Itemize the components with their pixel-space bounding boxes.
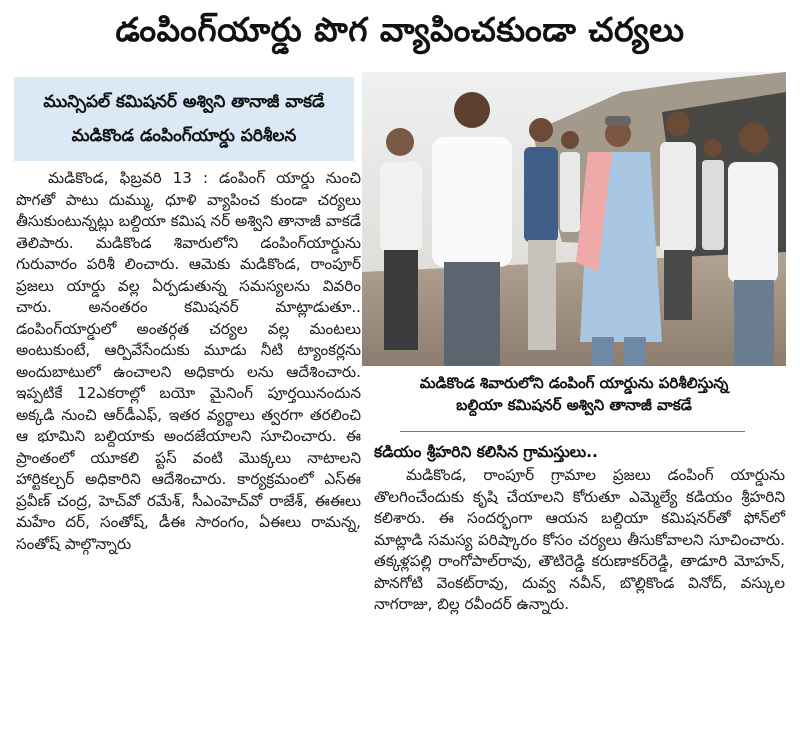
headline: డంపింగ్‌యార్డు పొగ వ్యాపించకుండా చర్యలు: [115, 9, 685, 49]
subheadline-line-1: మున్సిపల్ కమిషనర్ అశ్విని తానాజీ వాకడే: [43, 92, 325, 112]
caption-divider: [400, 431, 745, 432]
photo-caption: [362, 372, 786, 416]
article-body-right: మడికొండ, రాంపూర్ గ్రామాల ప్రజలు డంపింగ్ యార్డును తొలగించేందుకు కృషి చేయాలని కోరుతూ ఎమ్మెల్యే కడియం శ్రీహరిని కలిశారు. ఈ సందర్భంగా ఆయన బల్దియా కమిషనర్‌తో ఫోన్‌లో మాట్లాడి సమస్య పరిష్కారం కోసం చర్యలు తీసుకోవాలని సూచించారు. తక్కళ్లపల్లి రాంగోపాల్‌రావు, తౌటిరెడ్డి కరుణాకర్‌రెడ్డి, తాడూరి మోహన్, పొనగోటి వెంకట్‌రావు, దువ్వ నవీన్, బొల్లికొండ వినోద్, వస్కుల నాగరాజు, బిల్ల రవీందర్ ఉన్నారు.: [374, 466, 785, 613]
article-left-column: [16, 168, 361, 555]
article-right-column: [374, 465, 785, 616]
subheadline-line-2: మడికొండ డంపింగ్‌యార్డు పరిశీలన: [71, 126, 297, 146]
article-body-left: మడికొండ, ఫిబ్రవరి 13 : డంపింగ్ యార్డు నుంచి పొగతో పాటు దుమ్ము, ధూళి వ్యాపించ కుండా చర్యలు తీసుకుంటున్నట్లు బల్దియా కమిష నర్ అశ్విని తానాజీ వాకడే తెలిపారు. మడికొండ శివారులోని డంపింగ్‌యార్డును గురువారం పరిశీ లించారు. ఆమెకు మడికొండ, రాంపూర్ ప్రజలు యార్డు వల్ల ఏర్పడుతున్న సమస్యలను వివరిం చారు. అనంతరం కమిషనర్ మాట్లాడుతూ.. డంపింగ్‌యార్డులో అంతర్గత చర్యల వల్ల మంటలు అంటుకుంటే, ఆర్పివేసేందుకు మూడు నీటి ట్యాంకర్లను అందుబాటులో ఉంచాలని అధికారు లను ఆదేశించారు. ఇప్పటికే 12ఎకరాల్లో బయో మైనింగ్ పూర్తయినందున అక్కడి నుంచి ఆర్‌డీఎఫ్, ఇతర వ్యర్థాలు త్వరగా తరలించి ఆ భూమిని బల్దియాకు అందజేయాలని సూచించారు. ఈ ప్రాంతంలో యూకలి ప్టస్ వంటి మొక్కలు నాటాలని హార్టికల్చర్ అధికారిని ఆదేశించారు. కార్యక్రమంలో ఎస్ఈ ప్రవీణ్ చంద్ర, హెచ్‌వో రమేశ్, సీఎంహెచ్‌వో రాజేశ్, ఈఈలు మహేం దర్, సంతోష్, డీఈ సారంగం, ఏఈలు రామన్న, సంతోష్ పాల్గొన్నారు: [16, 169, 361, 553]
news-photo: [362, 72, 786, 366]
subheadline-box: [14, 77, 354, 161]
photo-caption-line-1: మడికొండ శివారులోని డంపింగ్ యార్డును పరిశీలిస్తున్న: [419, 374, 729, 392]
right-subheading: కడియం శ్రీహరిని కలిసిన గ్రామస్తులు..: [374, 443, 598, 461]
photo-caption-line-2: బల్దియా కమిషనర్ అశ్విని తానాజీ వాకడే: [456, 396, 692, 414]
news-photo-illustration: [362, 72, 786, 366]
